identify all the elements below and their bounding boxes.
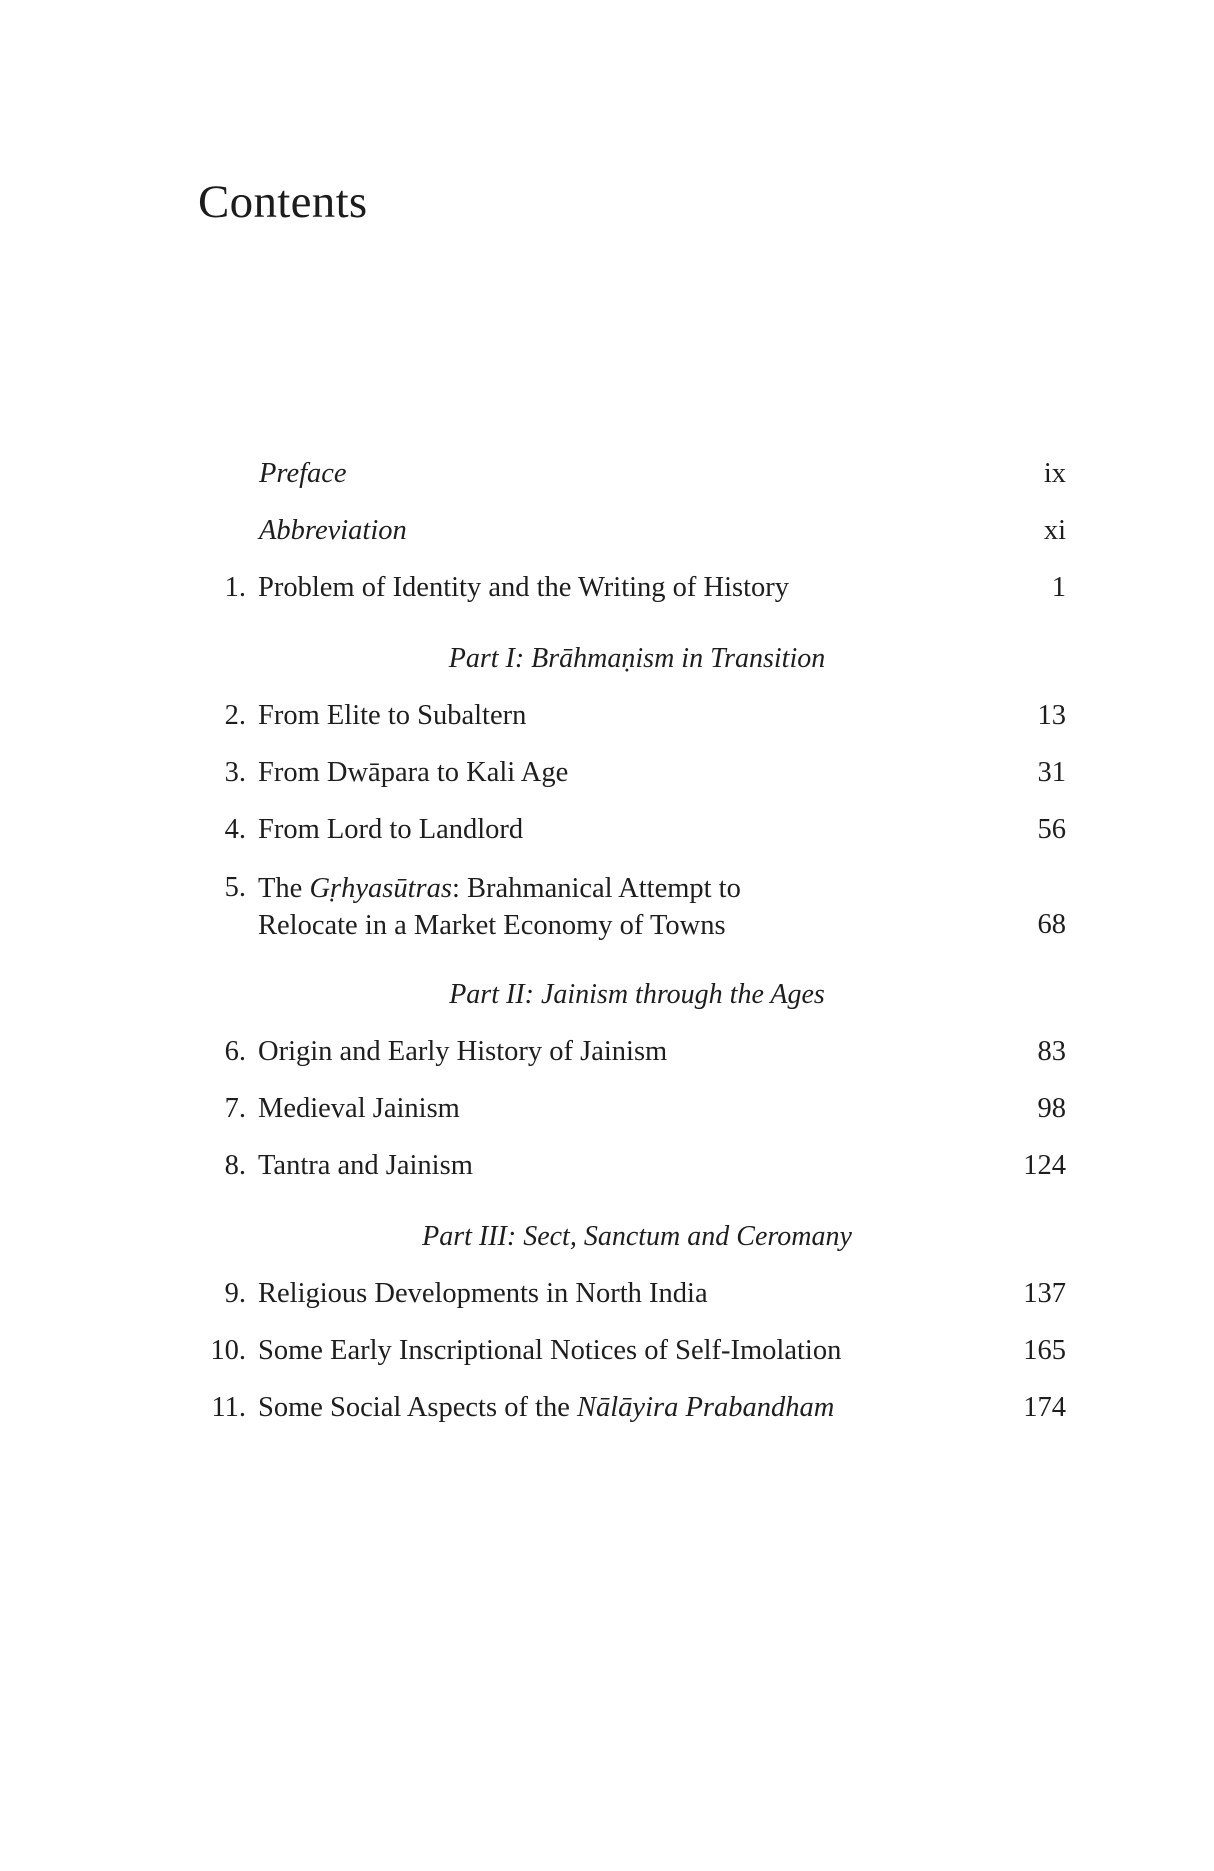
entry-title: Some Early Inscriptional Notices of Self-Imolation (258, 1335, 842, 1366)
entry-title: Preface (259, 458, 347, 489)
entry-title: From Elite to Subaltern (258, 700, 527, 731)
chapter-number: 3. (224, 757, 246, 788)
chapter-number: 7. (224, 1093, 246, 1124)
toc-entry-chapter-9[interactable] (0, 1276, 1214, 1312)
toc-entry-chapter-4[interactable] (0, 812, 1214, 848)
entry-title: From Lord to Landlord (258, 814, 524, 845)
toc-entry-chapter-5[interactable] (0, 870, 1214, 944)
chapter-number: 5. (224, 872, 246, 903)
toc-entry-chapter-2[interactable] (0, 698, 1214, 734)
chapter-number: 1. (224, 572, 246, 603)
toc-entry-abbreviation[interactable] (0, 513, 1214, 549)
entry-title-suffix: : Brahmanical Attempt to (451, 873, 741, 904)
entry-title (258, 1390, 834, 1426)
entry-page-number: ix (1043, 458, 1066, 489)
entry-title: Abbreviation (259, 515, 407, 546)
entry-page-number: 31 (1037, 757, 1066, 788)
entry-title: Origin and Early History of Jainism (258, 1036, 668, 1067)
entry-title-italic: Gṛhyasūtras (309, 873, 452, 904)
entry-title-prefix: Some Social Aspects of the (258, 1392, 577, 1423)
entry-title: Tantra and Jainism (258, 1150, 473, 1181)
entry-page-number: xi (1043, 515, 1066, 546)
entry-page-number: 68 (1037, 909, 1066, 940)
entry-title: Medieval Jainism (258, 1093, 460, 1124)
chapter-number: 6. (224, 1036, 246, 1067)
entry-page-number: 165 (1023, 1335, 1066, 1366)
toc-entry-preface[interactable] (0, 456, 1214, 492)
entry-title: Religious Developments in North India (258, 1278, 708, 1309)
toc-entry-chapter-6[interactable] (0, 1034, 1214, 1070)
part-heading-3: Part III: Sect, Sanctum and Ceromany (422, 1221, 852, 1252)
toc-entry-chapter-1[interactable] (0, 570, 1214, 606)
entry-title-line-2: Relocate in a Market Economy of Towns (258, 910, 726, 941)
toc-entry-chapter-8[interactable] (0, 1148, 1214, 1184)
entry-title-italic: Nālāyira Prabandham (577, 1392, 835, 1423)
entry-page-number: 124 (1023, 1150, 1066, 1181)
entry-title: Problem of Identity and the Writing of History (258, 572, 790, 603)
chapter-number: 8. (224, 1150, 246, 1181)
toc-entry-chapter-7[interactable] (0, 1091, 1214, 1127)
part-heading-2: Part II: Jainism through the Ages (449, 979, 825, 1010)
toc-entry-chapter-11[interactable] (0, 1390, 1214, 1426)
chapter-number: 4. (224, 814, 246, 845)
part-heading-1: Part I: Brāhmaṇism in Transition (448, 643, 826, 674)
entry-page-number: 13 (1037, 700, 1066, 731)
chapter-number: 10. (210, 1335, 246, 1366)
toc-entry-chapter-3[interactable] (0, 755, 1214, 791)
entry-page-number: 1 (1051, 572, 1066, 603)
chapter-number: 11. (211, 1392, 246, 1423)
entry-page-number: 98 (1037, 1093, 1066, 1124)
toc-entry-chapter-10[interactable] (0, 1333, 1214, 1369)
entry-title (258, 870, 741, 944)
chapter-number: 9. (224, 1278, 246, 1309)
entry-page-number: 83 (1037, 1036, 1066, 1067)
page-title: Contents (198, 176, 368, 228)
chapter-number: 2. (224, 700, 246, 731)
entry-page-number: 56 (1037, 814, 1066, 845)
entry-page-number: 174 (1023, 1392, 1066, 1423)
entry-title-prefix: The (258, 873, 310, 904)
entry-title: From Dwāpara to Kali Age (258, 757, 569, 788)
entry-page-number: 137 (1023, 1278, 1066, 1309)
